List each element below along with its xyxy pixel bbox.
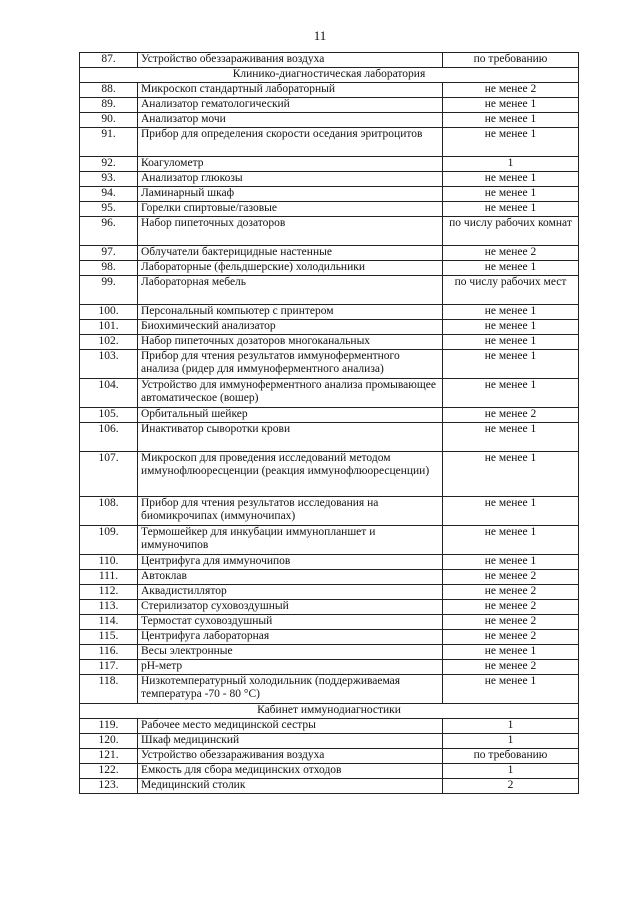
item-quantity: не менее 2 [443,615,579,630]
table-row [80,98,579,113]
item-number: 98. [80,261,138,276]
item-name: Устройство обеззараживания воздуха [138,53,443,68]
item-name: Прибор для чтения результатов исследования на биомикрочипах (иммуночипах) [138,497,443,526]
item-name: Облучатели бактерицидные настенные [138,246,443,261]
item-number: 107. [80,452,138,497]
table-row [80,497,579,526]
item-number: 96. [80,217,138,246]
item-name: Микроскоп для проведения исследований методом иммунофлюоресценции (реакция иммунофлюоресценции) [138,452,443,497]
item-number: 112. [80,585,138,600]
item-quantity: не менее 2 [443,246,579,261]
table-row [80,734,579,749]
item-quantity: 2 [443,779,579,794]
item-number: 106. [80,423,138,452]
table-row [80,128,579,157]
item-number: 123. [80,779,138,794]
table-row [80,660,579,675]
item-quantity: не менее 1 [443,675,579,704]
item-name: Биохимический анализатор [138,320,443,335]
item-number: 94. [80,187,138,202]
table-row [80,172,579,187]
item-quantity: не менее 1 [443,172,579,187]
table-row [80,764,579,779]
item-quantity: не менее 1 [443,452,579,497]
equipment-table [79,52,579,794]
item-quantity: не менее 1 [443,202,579,217]
item-quantity: не менее 1 [443,335,579,350]
item-quantity: не менее 1 [443,261,579,276]
item-number: 115. [80,630,138,645]
item-quantity: не менее 1 [443,555,579,570]
table-row [80,779,579,794]
item-name: Емкость для сбора медицинских отходов [138,764,443,779]
table-row [80,350,579,379]
item-name: Весы электронные [138,645,443,660]
item-number: 99. [80,276,138,305]
item-quantity: не менее 2 [443,83,579,98]
item-quantity: не менее 2 [443,600,579,615]
table-row [80,276,579,305]
item-quantity: не менее 1 [443,350,579,379]
item-quantity: не менее 2 [443,570,579,585]
item-number: 92. [80,157,138,172]
item-number: 120. [80,734,138,749]
item-name: Центрифуга для иммуночипов [138,555,443,570]
item-name: рН-метр [138,660,443,675]
item-quantity: не менее 1 [443,320,579,335]
item-number: 100. [80,305,138,320]
item-name: Аквадистиллятор [138,585,443,600]
item-number: 105. [80,408,138,423]
item-name: Термошейкер для инкубации иммунопланшет и иммуночипов [138,526,443,555]
item-name: Микроскоп стандартный лабораторный [138,83,443,98]
item-quantity: не менее 1 [443,497,579,526]
item-name: Прибор для определения скорости оседания эритроцитов [138,128,443,157]
item-number: 95. [80,202,138,217]
table-row [80,217,579,246]
item-quantity: не менее 1 [443,423,579,452]
table-row [80,526,579,555]
item-number: 113. [80,600,138,615]
item-quantity: не менее 1 [443,305,579,320]
item-number: 102. [80,335,138,350]
item-quantity: по числу рабочих мест [443,276,579,305]
item-number: 89. [80,98,138,113]
item-name: Персональный компьютер с принтером [138,305,443,320]
item-quantity: не менее 1 [443,187,579,202]
item-name: Шкаф медицинский [138,734,443,749]
table-row [80,423,579,452]
item-name: Стерилизатор суховоздушный [138,600,443,615]
item-name: Прибор для чтения результатов иммуноферментного анализа (ридер для иммуноферментного анализа) [138,350,443,379]
item-number: 103. [80,350,138,379]
section-title: Кабинет иммунодиагностики [80,704,579,719]
item-name: Горелки спиртовые/газовые [138,202,443,217]
item-name: Центрифуга лабораторная [138,630,443,645]
item-number: 87. [80,53,138,68]
table-row [80,320,579,335]
item-quantity: 1 [443,764,579,779]
item-number: 122. [80,764,138,779]
table-row [80,585,579,600]
item-number: 97. [80,246,138,261]
table-row [80,53,579,68]
table-row [80,335,579,350]
section-title: Клинико-диагностическая лаборатория [80,68,579,83]
item-number: 116. [80,645,138,660]
item-name: Низкотемпературный холодильник (поддерживаемая температура -70 - 80 °С) [138,675,443,704]
item-name: Набор пипеточных дозаторов [138,217,443,246]
item-number: 111. [80,570,138,585]
item-number: 110. [80,555,138,570]
item-name: Орбитальный шейкер [138,408,443,423]
item-quantity: не менее 2 [443,660,579,675]
item-name: Коагулометр [138,157,443,172]
table-row [80,202,579,217]
table-row [80,157,579,172]
item-name: Автоклав [138,570,443,585]
item-quantity: не менее 1 [443,128,579,157]
table-row [80,570,579,585]
table-row [80,246,579,261]
item-number: 101. [80,320,138,335]
item-quantity: по числу рабочих комнат [443,217,579,246]
item-quantity: не менее 1 [443,379,579,408]
item-number: 117. [80,660,138,675]
item-name: Лабораторная мебель [138,276,443,305]
item-quantity: не менее 1 [443,113,579,128]
table-row [80,555,579,570]
item-quantity: не менее 2 [443,630,579,645]
item-name: Анализатор мочи [138,113,443,128]
item-quantity: не менее 1 [443,526,579,555]
item-quantity: по требованию [443,749,579,764]
item-quantity: 1 [443,719,579,734]
item-number: 114. [80,615,138,630]
table-row [80,749,579,764]
table-row [80,379,579,408]
item-name: Медицинский столик [138,779,443,794]
table-row [80,261,579,276]
section-header-row [80,68,579,83]
item-number: 119. [80,719,138,734]
table-row [80,675,579,704]
item-name: Анализатор гематологический [138,98,443,113]
table-row [80,645,579,660]
item-quantity: 1 [443,734,579,749]
table-row [80,83,579,98]
item-name: Лабораторные (фельдшерские) холодильники [138,261,443,276]
table-row [80,615,579,630]
item-number: 118. [80,675,138,704]
item-quantity: не менее 1 [443,98,579,113]
item-quantity: 1 [443,157,579,172]
table-row [80,630,579,645]
item-name: Инактиватор сыворотки крови [138,423,443,452]
item-name: Ламинарный шкаф [138,187,443,202]
item-number: 91. [80,128,138,157]
item-quantity: не менее 2 [443,585,579,600]
section-header-row [80,704,579,719]
item-name: Рабочее место медицинской сестры [138,719,443,734]
table-row [80,452,579,497]
equipment-table-body [80,53,579,794]
item-name: Термостат суховоздушный [138,615,443,630]
item-name: Устройство для иммуноферментного анализа промывающее автоматическое (вошер) [138,379,443,408]
item-number: 93. [80,172,138,187]
item-number: 121. [80,749,138,764]
item-number: 108. [80,497,138,526]
item-number: 104. [80,379,138,408]
item-quantity: не менее 2 [443,408,579,423]
table-row [80,113,579,128]
table-row [80,600,579,615]
item-quantity: по требованию [443,53,579,68]
table-row [80,305,579,320]
table-row [80,187,579,202]
page-number: 11 [313,28,327,43]
item-name: Устройство обеззараживания воздуха [138,749,443,764]
item-name: Анализатор глюкозы [138,172,443,187]
item-number: 109. [80,526,138,555]
table-row [80,408,579,423]
item-name: Набор пипеточных дозаторов многоканальных [138,335,443,350]
item-number: 90. [80,113,138,128]
table-row [80,719,579,734]
item-number: 88. [80,83,138,98]
item-quantity: не менее 1 [443,645,579,660]
